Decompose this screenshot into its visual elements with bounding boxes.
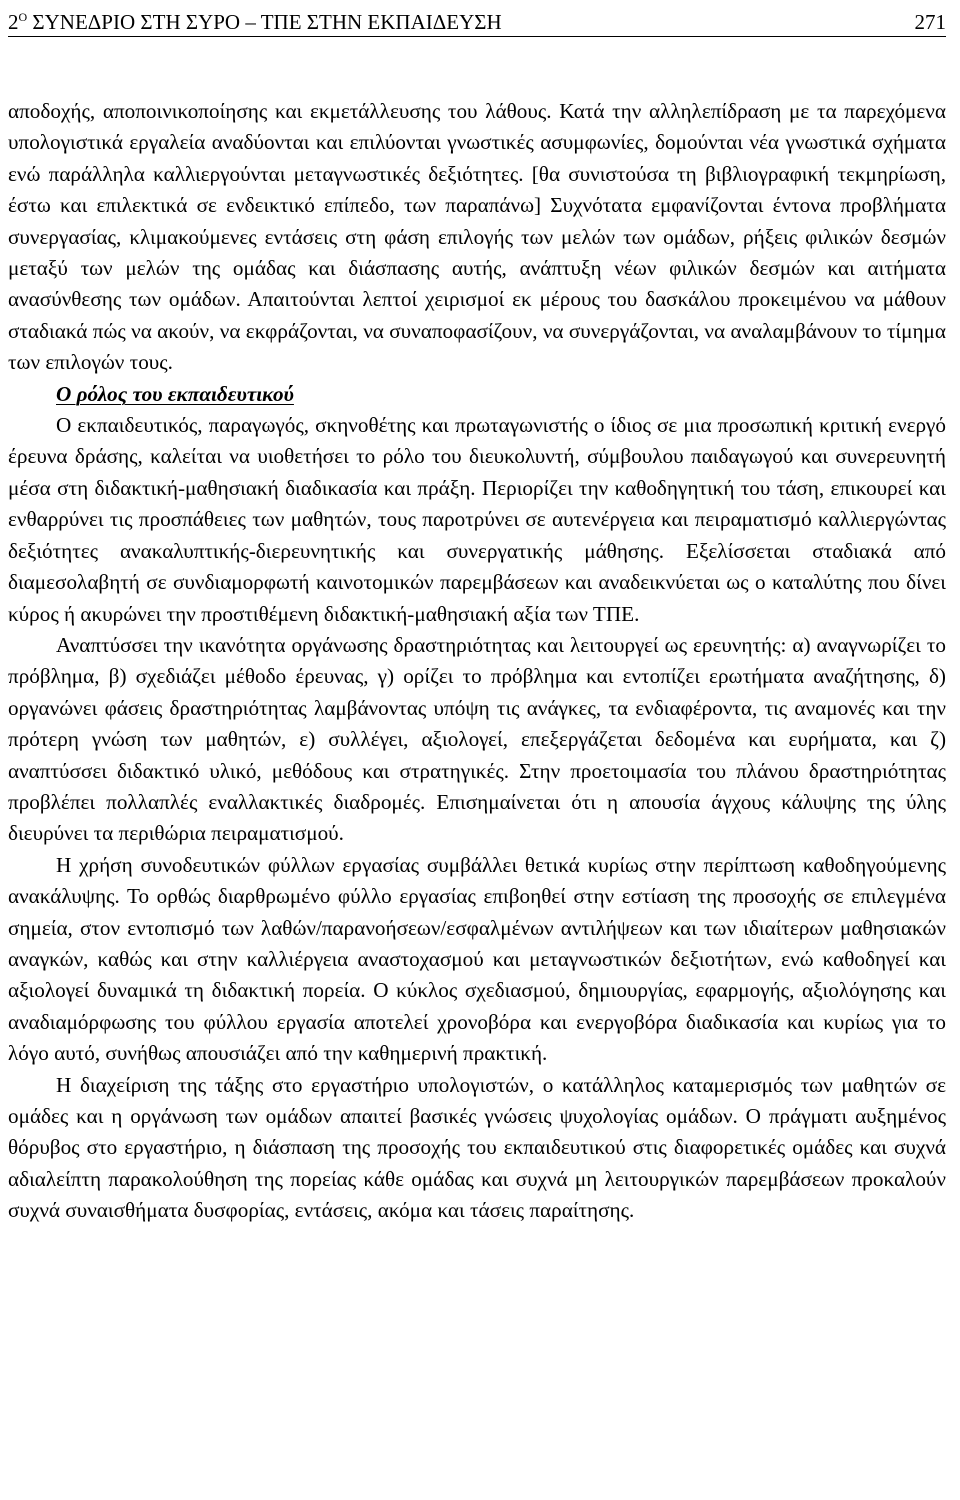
conference-number: 2: [8, 10, 19, 34]
body-text: [8, 96, 946, 1227]
section-heading: Ο ρόλος του εκπαιδευτικού: [56, 381, 294, 406]
conference-name: ΣΥΝΕΔΡΙΟ ΣΤΗ ΣΥΡΟ – ΤΠΕ ΣΤΗΝ ΕΚΠΑΙΔΕΥΣΗ: [27, 10, 502, 34]
paragraph-continuation: αποδοχής, αποποινικοποίησης και εκμετάλλευσης του λάθους. Κατά την αλληλεπίδραση με τα παρεχόμενα υπολογιστικά εργαλεία αναδύονται και επιλύονται γνωστικές ασυμφωνίες, δομούνται νέα γνωστικά σχήματα ενώ παράλληλα καλλιεργούνται μεταγνωστικές δεξιότητες. [θα συνιστούσα τη βιβλιογραφική τεκμηρίωση, έστω και επιλεκτικά σε ενδεικτικό επίπεδο, των παραπάνω] Συχνότατα εμφανίζονται έντονα προβλήματα συνεργασίας, κλιμακούμενες εντάσεις στη φάση επιλογής των μελών των ομάδων, ρήξεις φιλικών δεσμών μεταξύ των μελών της ομάδας και διάσπασης αυτής, ανάπτυξη νέων φιλικών δεσμών και αιτήματα ανασύνθεσης των ομάδων. Απαιτούνται λεπτοί χειρισμοί εκ μέρους του δασκάλου προκειμένου να μάθουν σταδιακά πώς να ακούν, να εκφράζονται, να συναποφασίζουν, να συνεργάζονται, να αναλαμβάνουν το τίμημα των επιλογών τους.: [8, 99, 946, 375]
page-number: 271: [914, 10, 946, 34]
paragraph: Αναπτύσσει την ικανότητα οργάνωσης δραστηριότητας και λειτουργεί ως ερευνητής: α) αναγνωρίζει το πρόβλημα, β) σχεδιάζει μέθοδο έρευνας, γ) ορίζει το πρόβλημα και εντοπίζει ερωτήματα αναζήτησης, δ) οργανώνει φάσεις δραστηριότητας λαμβάνοντας υπόψη τις ανάγκες, τα ενδιαφέροντα, τις αναμονές και την πρότερη γνώση των μαθητών, ε) συλλέγει, αξιολογεί, επεξεργάζεται δεδομένα και ευρήματα, και ζ) αναπτύσσει διδακτικό υλικό, μεθόδους και στρατηγικές. Στην προετοιμασία του πλάνου δραστηριότητας προβλέπει πολλαπλές εναλλακτικές διαδρομές. Επισημαίνεται ότι η απουσία άγχους κάλυψης της ύλης διευρύνει τα περιθώρια πειραματισμού.: [8, 632, 946, 846]
conference-title: [8, 8, 502, 36]
running-header: [8, 2, 946, 37]
paragraph: Η χρήση συνοδευτικών φύλλων εργασίας συμβάλλει θετικά κυρίως στην περίπτωση καθοδηγούμενης ανακάλυψης. Το ορθώς διαρθρωμένο φύλλο εργασίας επιβοηθεί στην εστίαση της προσοχής σε επιλεγμένα σημεία, στον εντοπισμό των λαθών/παρανοήσεων/εσφαλμένων αντιλήψεων και των ιδιαίτερων μαθησιακών αναγκών, καθώς και στην καλλιέργεια αναστοχασμού και μεταγνωστικών δεξιοτήτων, ενώ καθοδηγεί και αξιολογεί δυναμικά τη διδακτική πορεία. Ο κύκλος σχεδιασμού, δημιουργίας, εφαρμογής, αξιολόγησης και αναδιαμόρφωσης του φύλλου εργασία αποτελεί χρονοβόρα και ενεργοβόρα διαδικασία και κυρίως για το λόγο αυτό, συνήθως απουσιάζει από την καθημερινή πρακτική.: [8, 852, 946, 1066]
conference-ordinal-superscript: Ο: [18, 10, 28, 24]
paragraph: Η διαχείριση της τάξης στο εργαστήριο υπολογιστών, ο κατάλληλος καταμερισμός των μαθητών σε ομάδες και η οργάνωση των ομάδων απαιτεί βασικές γνώσεις ψυχολογίας ομάδων. Ο πράγματι αυξημένος θόρυβος στο εργαστήριο, η διάσπαση της προσοχής του εκπαιδευτικού στις διαφορετικές ομάδες και συχνά αδιαλείπτη παρακολούθηση της πορείας κάθε ομάδας και συχνά μη λειτουργικών παρεμβάσεων προκαλούν συχνά συναισθήματα δυσφορίας, εντάσεις, ακόμα και τάσεις παραίτησης.: [8, 1072, 946, 1223]
paragraph: Ο εκπαιδευτικός, παραγωγός, σκηνοθέτης και πρωταγωνιστής ο ίδιος σε μια προσωπική κριτική ενεργό έρευνα δράσης, καλείται να υιοθετήσει το ρόλο του διευκολυντή, σύμβουλου παιδαγωγού και συνερευνητή μέσα στη διδακτική-μαθησιακή διαδικασία και πράξη. Περιορίζει την καθοδηγητική του τάση, επικουρεί και ενθαρρύνει τις προσπάθειες των μαθητών, τους παροτρύνει σε αυτενέργεια και πειραματισμό καλλιεργώντας δεξιότητες ανακαλυπτικής-διερευνητικής και συνεργατικής μάθησης. Εξελίσσεται σταδιακά από διαμεσολαβητή σε συνδιαμορφωτή καινοτομικών παρεμβάσεων και αναδεικνύεται ως ο καταλύτης που δίνει κύρος ή ακυρώνει την προστιθέμενη διδακτική-μαθησιακή αξία των ΤΠΕ.: [8, 413, 946, 626]
